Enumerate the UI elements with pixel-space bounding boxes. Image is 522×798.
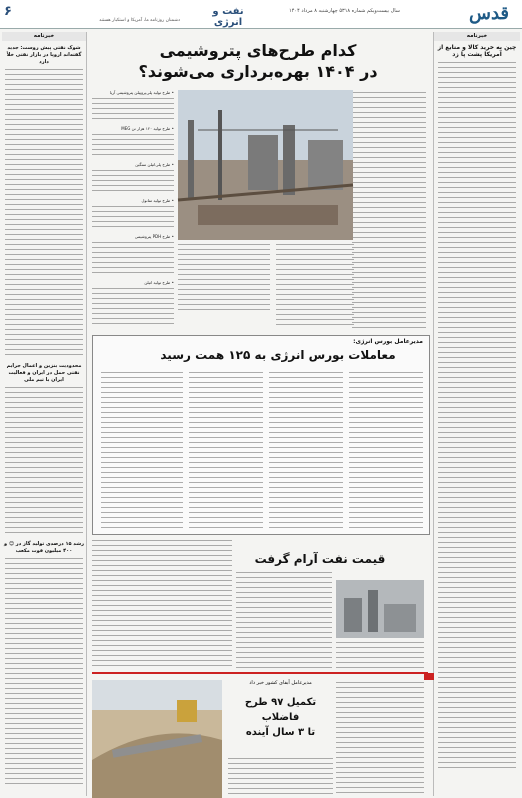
mid-left-article-text: [92, 540, 232, 668]
water-story-text-1: [336, 682, 424, 794]
bullet-6-text: [92, 288, 174, 326]
energy-exchange-text-1: [349, 372, 423, 528]
red-marker: [424, 673, 434, 680]
oil-price-photo: [336, 580, 424, 638]
bullet-3: • طرح پلی‌اتیلن سنگین: [135, 162, 174, 167]
energy-exchange-text-2: [269, 372, 343, 528]
bullet-4-text: [92, 206, 174, 230]
left-column-text-2: [5, 387, 83, 537]
left-column-kicker-1: شوک نفتی پیش روست: جدید گفته‌اند اروپا در بازار نفتی خلأ دارد: [6, 45, 82, 65]
water-story-headline: تکمیل ۹۷ طرح فاضلاب تا ۳ سال آینده: [244, 697, 317, 738]
energy-exchange-kicker: مدیرعامل بورس انرژی:: [353, 338, 423, 345]
section-title: نفت و انرژی: [212, 6, 244, 28]
oil-price-caption: [336, 642, 424, 668]
water-story-kicker: مدیرعامل آبفای کشور خبر داد: [249, 680, 312, 686]
oil-price-headline: قیمت نفت آرام گرفت: [254, 552, 386, 566]
left-column-text-3: [5, 558, 83, 788]
issue-line: سال بیست‌ویکم شماره ۵۳۱۸ چهارشنبه ۸ مرداد ۱۴۰۴: [289, 8, 400, 14]
bullet-5: • طرح PDH پتروشیمی: [134, 234, 174, 239]
bottom-divider: [92, 672, 428, 674]
newspaper-logo: قدس: [468, 3, 510, 24]
water-story-text-2: [228, 758, 333, 794]
left-column-flag: خبرنامه: [2, 32, 86, 41]
page-number: ۶: [4, 4, 12, 19]
energy-exchange-text-3: [189, 372, 263, 528]
right-column-kicker: چین به خرید کالا و منابع از آمریکا پشت پا زد: [437, 44, 517, 58]
energy-exchange-box: [92, 335, 430, 535]
bullet-1-text: [92, 98, 174, 122]
right-news-column: [433, 32, 520, 796]
bullet-6: • طرح تولید اتیلن: [144, 280, 174, 285]
right-column-flag: خبرنامه: [434, 32, 520, 41]
paper-tagline: دشمنان روزنامه ما، آمریکا و استکبار هستند: [99, 18, 180, 23]
petrochemical-plant-photo: [178, 90, 353, 240]
main-story-bullets: [92, 90, 174, 328]
left-column-kicker-3: رشد ۱۵ درصدی تولید گاز در 😊 و ۴۰۰ میلیون فوت مکعب: [4, 541, 84, 554]
main-headline: کدام طرح‌های پتروشیمی در ۱۴۰۴ بهره‌برداری می‌شوند؟: [138, 41, 378, 81]
energy-exchange-text-4: [101, 372, 183, 528]
bullet-1: • طرح تولید پلی‌پروپیلن پتروشیمی آریا: [109, 90, 174, 95]
left-column-text-1: [5, 69, 83, 359]
main-story-text-under-photo: [276, 244, 354, 328]
photo-caption-text: [178, 244, 270, 314]
bullet-3-text: [92, 170, 174, 194]
energy-exchange-headline: معاملات بورس انرژی به ۱۲۵ همت رسید: [160, 348, 396, 362]
sewage-pipeline-photo: [92, 680, 222, 798]
bullet-4: • طرح تولید متانول: [141, 198, 174, 203]
bullet-2-text: [92, 134, 174, 158]
left-column-kicker-2: محدودیت بنزین و اعمال جرایم نفتی حمل در ایران و فعالیت ایران با تیم ملی: [6, 363, 82, 383]
main-story-text-right: [352, 92, 426, 328]
oil-price-text: [236, 572, 332, 668]
bullet-5-text: [92, 242, 174, 276]
bullet-2: • طرح تولید ۱۲۰ هزار تن MEG: [121, 126, 174, 131]
left-news-column: [2, 32, 87, 796]
right-column-body-text: [438, 62, 516, 768]
